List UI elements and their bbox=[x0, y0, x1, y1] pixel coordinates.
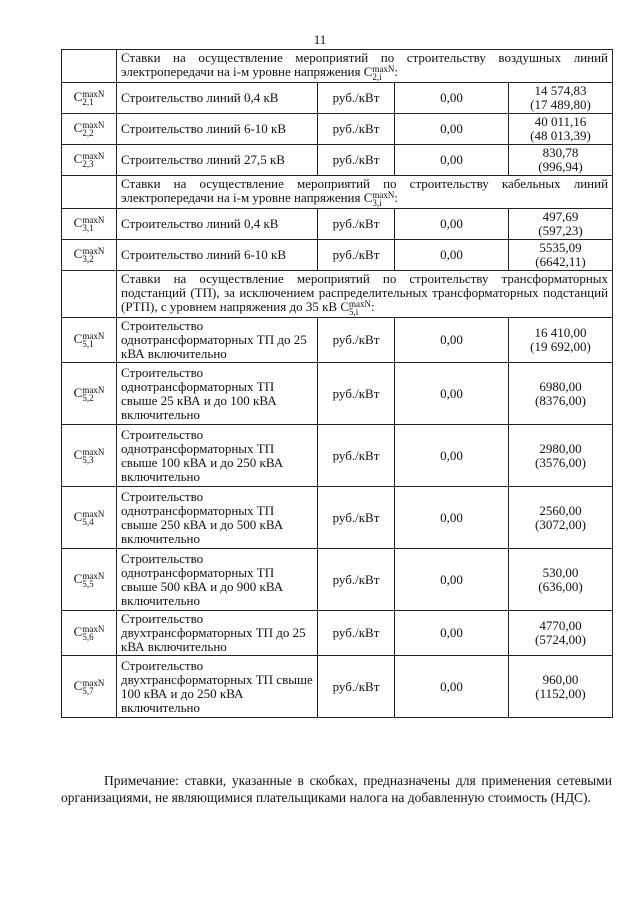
rate-zero-cell bbox=[395, 363, 509, 425]
rate-zero: 0,00 bbox=[440, 90, 463, 105]
section-intro-text: Ставки на осуществление мероприятий по строительству трансформаторных подстанций (ТП), за исключением распределительных трансформаторных подстанций (РТП), с уровнем напряжения до 35 кВ bbox=[121, 271, 609, 314]
rate-value: 960,00 bbox=[542, 671, 579, 687]
rate-zero-cell bbox=[395, 83, 509, 114]
rate-code-cell bbox=[62, 209, 117, 240]
symbol-superscript: maxN bbox=[82, 384, 105, 395]
rate-value: 16 410,00 bbox=[534, 325, 587, 340]
symbol-superscript: maxN bbox=[82, 331, 105, 341]
rate-code-symbol bbox=[73, 331, 105, 349]
table-row bbox=[62, 114, 613, 145]
rate-name-cell bbox=[117, 549, 318, 611]
table-row bbox=[62, 425, 613, 487]
symbol-subscript: 5,1 bbox=[82, 339, 94, 349]
rate-name: Строительство двухтрансформаторных ТП свыше 100 кВА и до 250 кВА включительно bbox=[121, 657, 313, 715]
rate-value-cell bbox=[509, 611, 613, 656]
rate-zero-cell bbox=[395, 240, 509, 271]
rate-zero-cell bbox=[395, 611, 509, 656]
rate-value-cell bbox=[509, 549, 613, 611]
section-symbol bbox=[340, 299, 371, 317]
symbol-base: С bbox=[73, 246, 83, 261]
rate-unit: руб./кВт bbox=[332, 247, 380, 262]
symbol-base: С bbox=[73, 570, 83, 586]
symbol-subscript: 5,3 bbox=[82, 454, 94, 465]
rate-zero-cell bbox=[395, 209, 509, 240]
symbol-base: С bbox=[73, 677, 83, 693]
rate-value-cell bbox=[509, 363, 613, 425]
rate-unit: руб./кВт bbox=[332, 121, 380, 136]
rate-name-cell bbox=[117, 240, 318, 271]
section-intro-text: Ставки на осуществление мероприятий по строительству воздушных линий электропередачи на i-м уровне напряжения bbox=[121, 50, 609, 79]
rate-unit-cell bbox=[318, 611, 395, 656]
rate-name: Строительство линий 0,4 кВ bbox=[121, 90, 279, 105]
rate-value: 830,78 bbox=[542, 145, 579, 160]
rate-code-symbol bbox=[73, 151, 105, 169]
rate-unit-cell bbox=[318, 145, 395, 176]
rate-value-with-vat: (3072,00) bbox=[535, 516, 586, 532]
rate-unit: руб./кВт bbox=[332, 90, 380, 105]
rate-unit: руб./кВт bbox=[332, 571, 380, 587]
symbol-base: С bbox=[73, 151, 83, 166]
rate-code-cell bbox=[62, 83, 117, 114]
rate-code-cell bbox=[62, 240, 117, 271]
symbol-base: С bbox=[73, 446, 83, 462]
rate-code-cell bbox=[62, 656, 117, 718]
symbol-base: С bbox=[73, 384, 83, 400]
rate-value-cell bbox=[509, 656, 613, 718]
symbol-superscript: maxN bbox=[348, 299, 371, 309]
section-code-cell bbox=[62, 50, 117, 83]
rate-name-cell bbox=[117, 363, 318, 425]
table-row bbox=[62, 240, 613, 271]
symbol-superscript: maxN bbox=[82, 446, 105, 457]
note-paragraph: Примечание: ставки, указанные в скобках, предназначены для применения сетевыми организациями, не являющимися плательщиками налога на добавленную стоимость (НДС). bbox=[61, 773, 612, 805]
section-header-row bbox=[62, 271, 613, 318]
symbol-base: С bbox=[73, 215, 83, 230]
symbol-subscript: 3,1 bbox=[82, 223, 94, 233]
page-number: 11 bbox=[313, 32, 327, 47]
symbol-subscript: 5,5 bbox=[82, 578, 94, 589]
rate-value-with-vat: (17 489,80) bbox=[530, 97, 591, 112]
symbol-superscript: maxN bbox=[372, 190, 395, 200]
symbol-base: С bbox=[73, 331, 83, 346]
rate-zero: 0,00 bbox=[440, 332, 463, 347]
rate-unit-cell bbox=[318, 425, 395, 487]
symbol-subscript: 5,6 bbox=[82, 632, 94, 642]
symbol-superscript: maxN bbox=[82, 120, 105, 130]
rate-value-cell bbox=[509, 240, 613, 271]
rate-value-cell bbox=[509, 114, 613, 145]
symbol-subscript: 2,2 bbox=[82, 128, 94, 138]
rate-value-with-vat: (636,00) bbox=[538, 578, 583, 594]
rate-value-with-vat: (597,23) bbox=[538, 223, 583, 238]
rate-value-with-vat: (3576,00) bbox=[535, 454, 586, 470]
rate-name-cell bbox=[117, 145, 318, 176]
symbol-subscript: 2,1 bbox=[82, 97, 94, 107]
rate-code-symbol bbox=[73, 446, 105, 465]
rate-unit: руб./кВт bbox=[332, 447, 380, 463]
table-row bbox=[62, 318, 613, 363]
symbol-base: С bbox=[363, 190, 373, 205]
section-symbol bbox=[363, 190, 395, 208]
rate-zero: 0,00 bbox=[440, 571, 463, 587]
rate-unit: руб./кВт bbox=[332, 678, 380, 694]
rate-zero-cell bbox=[395, 425, 509, 487]
symbol-superscript: maxN bbox=[82, 246, 105, 256]
section-header-row bbox=[62, 176, 613, 209]
rate-code-symbol bbox=[73, 570, 105, 589]
section-title bbox=[117, 176, 613, 209]
rate-code-cell bbox=[62, 145, 117, 176]
rate-code-symbol bbox=[73, 215, 105, 233]
symbol-subscript: 5,2 bbox=[82, 392, 94, 403]
rate-unit-cell bbox=[318, 114, 395, 145]
rate-unit-cell bbox=[318, 656, 395, 718]
rate-name-cell bbox=[117, 487, 318, 549]
rate-zero: 0,00 bbox=[440, 247, 463, 262]
rate-zero-cell bbox=[395, 656, 509, 718]
symbol-subscript: 5,4 bbox=[82, 516, 94, 527]
symbol-superscript: maxN bbox=[82, 151, 105, 161]
rate-value: 6980,00 bbox=[539, 378, 582, 394]
rate-value: 40 011,16 bbox=[534, 114, 587, 129]
rate-unit-cell bbox=[318, 240, 395, 271]
symbol-superscript: maxN bbox=[372, 64, 395, 74]
rate-zero: 0,00 bbox=[440, 152, 463, 167]
symbol-subscript: 2,3 bbox=[82, 159, 94, 169]
rate-unit-cell bbox=[318, 549, 395, 611]
rate-zero: 0,00 bbox=[440, 509, 463, 525]
rate-name-cell bbox=[117, 83, 318, 114]
rate-unit: руб./кВт bbox=[332, 385, 380, 401]
rate-unit-cell bbox=[318, 83, 395, 114]
rate-value-with-vat: (19 692,00) bbox=[530, 339, 591, 354]
symbol-base: С bbox=[340, 299, 349, 314]
table-row bbox=[62, 549, 613, 611]
section-intro-text: Ставки на осуществление мероприятий по строительству кабельных линий электропередачи на i-м уровне напряжения bbox=[121, 176, 609, 205]
rate-unit-cell bbox=[318, 363, 395, 425]
rate-code-cell bbox=[62, 425, 117, 487]
symbol-subscript: 3,i bbox=[372, 198, 382, 208]
rate-value: 4770,00 bbox=[539, 618, 582, 633]
rate-name: Строительство однотрансформаторных ТП до 25 кВА включительно bbox=[121, 318, 307, 361]
rate-name: Строительство однотрансформаторных ТП свыше 250 кВА и до 500 кВА включительно bbox=[121, 488, 284, 546]
rate-value: 530,00 bbox=[542, 564, 579, 580]
section-suffix: : bbox=[394, 190, 399, 205]
rate-value-cell bbox=[509, 425, 613, 487]
rate-value-with-vat: (1152,00) bbox=[535, 685, 586, 701]
rate-name-cell bbox=[117, 611, 318, 656]
rate-value: 497,69 bbox=[542, 209, 579, 224]
rate-value: 5535,09 bbox=[539, 240, 582, 255]
rate-unit: руб./кВт bbox=[332, 332, 380, 347]
section-title bbox=[117, 50, 613, 83]
rate-value: 14 574,83 bbox=[534, 83, 587, 98]
symbol-subscript: 2,i bbox=[372, 72, 382, 82]
rate-name: Строительство линий 0,4 кВ bbox=[121, 216, 279, 231]
table-row bbox=[62, 611, 613, 656]
symbol-superscript: maxN bbox=[82, 624, 105, 634]
rate-value-with-vat: (8376,00) bbox=[535, 392, 586, 408]
section-suffix: : bbox=[370, 299, 375, 314]
rate-zero-cell bbox=[395, 487, 509, 549]
rate-name: Строительство двухтрансформаторных ТП до 25 кВА включительно bbox=[121, 611, 306, 654]
rate-name: Строительство линий 27,5 кВ bbox=[121, 152, 285, 167]
rate-value-cell bbox=[509, 487, 613, 549]
rate-value: 2980,00 bbox=[539, 440, 582, 456]
section-title bbox=[117, 271, 613, 318]
rate-value-with-vat: (6642,11) bbox=[535, 254, 586, 269]
symbol-superscript: maxN bbox=[82, 677, 105, 688]
rate-name-cell bbox=[117, 425, 318, 487]
rate-name-cell bbox=[117, 209, 318, 240]
table-row bbox=[62, 656, 613, 718]
rate-unit: руб./кВт bbox=[332, 625, 380, 640]
rate-code-cell bbox=[62, 363, 117, 425]
rate-value-with-vat: (48 013,39) bbox=[530, 128, 591, 143]
rate-code-symbol bbox=[73, 677, 105, 696]
rate-name: Строительство однотрансформаторных ТП свыше 100 кВА и до 250 кВА включительно bbox=[121, 426, 284, 484]
rate-value-cell bbox=[509, 318, 613, 363]
rate-value-with-vat: (996,94) bbox=[538, 159, 583, 174]
table-row bbox=[62, 209, 613, 240]
rate-code-symbol bbox=[73, 120, 105, 138]
rate-code-symbol bbox=[73, 89, 105, 107]
symbol-superscript: maxN bbox=[82, 215, 105, 225]
rate-value: 2560,00 bbox=[539, 502, 582, 518]
symbol-superscript: maxN bbox=[82, 508, 105, 519]
section-header-row bbox=[62, 50, 613, 83]
rates-table bbox=[61, 49, 613, 718]
rate-code-symbol bbox=[73, 384, 105, 403]
symbol-subscript: 5,i bbox=[348, 307, 359, 317]
rate-value-with-vat: (5724,00) bbox=[535, 632, 586, 647]
symbol-base: С bbox=[363, 64, 373, 79]
rate-unit: руб./кВт bbox=[332, 152, 380, 167]
rate-unit: руб./кВт bbox=[332, 216, 380, 231]
rate-value-cell bbox=[509, 145, 613, 176]
symbol-subscript: 3,2 bbox=[82, 254, 94, 264]
rate-zero: 0,00 bbox=[440, 121, 463, 136]
table-row bbox=[62, 363, 613, 425]
rate-zero-cell bbox=[395, 318, 509, 363]
rate-name-cell bbox=[117, 656, 318, 718]
symbol-superscript: maxN bbox=[82, 89, 105, 99]
symbol-subscript: 5,7 bbox=[82, 685, 94, 696]
rate-code-cell bbox=[62, 318, 117, 363]
rate-unit-cell bbox=[318, 487, 395, 549]
rate-code-cell bbox=[62, 487, 117, 549]
section-suffix: : bbox=[394, 64, 399, 79]
rate-zero-cell bbox=[395, 114, 509, 145]
section-code-cell bbox=[62, 176, 117, 209]
rate-unit-cell bbox=[318, 318, 395, 363]
table-row bbox=[62, 487, 613, 549]
symbol-base: С bbox=[73, 624, 83, 639]
rate-code-symbol bbox=[73, 508, 105, 527]
rate-code-symbol bbox=[73, 246, 105, 264]
section-code-cell bbox=[62, 271, 117, 318]
rate-name: Строительство однотрансформаторных ТП свыше 25 кВА и до 100 кВА включительно bbox=[121, 364, 277, 422]
rate-zero: 0,00 bbox=[440, 385, 463, 401]
rate-code-symbol bbox=[73, 624, 105, 642]
rate-unit-cell bbox=[318, 209, 395, 240]
rate-zero: 0,00 bbox=[440, 216, 463, 231]
rate-zero: 0,00 bbox=[440, 678, 463, 694]
rate-value-cell bbox=[509, 83, 613, 114]
rate-value-cell bbox=[509, 209, 613, 240]
rate-zero: 0,00 bbox=[440, 447, 463, 463]
rate-zero-cell bbox=[395, 145, 509, 176]
symbol-superscript: maxN bbox=[82, 570, 105, 581]
rate-zero: 0,00 bbox=[440, 625, 463, 640]
symbol-base: С bbox=[73, 120, 83, 135]
rate-name: Строительство однотрансформаторных ТП свыше 500 кВА и до 900 кВА включительно bbox=[121, 550, 284, 608]
rate-zero-cell bbox=[395, 549, 509, 611]
rate-code-cell bbox=[62, 114, 117, 145]
rate-code-cell bbox=[62, 611, 117, 656]
table-row bbox=[62, 145, 613, 176]
symbol-base: С bbox=[73, 89, 83, 104]
section-symbol bbox=[363, 64, 395, 82]
symbol-base: С bbox=[73, 508, 83, 524]
rate-name-cell bbox=[117, 318, 318, 363]
rate-name-cell bbox=[117, 114, 318, 145]
table-row bbox=[62, 83, 613, 114]
rate-unit: руб./кВт bbox=[332, 509, 380, 525]
rate-name: Строительство линий 6-10 кВ bbox=[121, 121, 287, 136]
rate-name: Строительство линий 6-10 кВ bbox=[121, 247, 287, 262]
rate-code-cell bbox=[62, 549, 117, 611]
